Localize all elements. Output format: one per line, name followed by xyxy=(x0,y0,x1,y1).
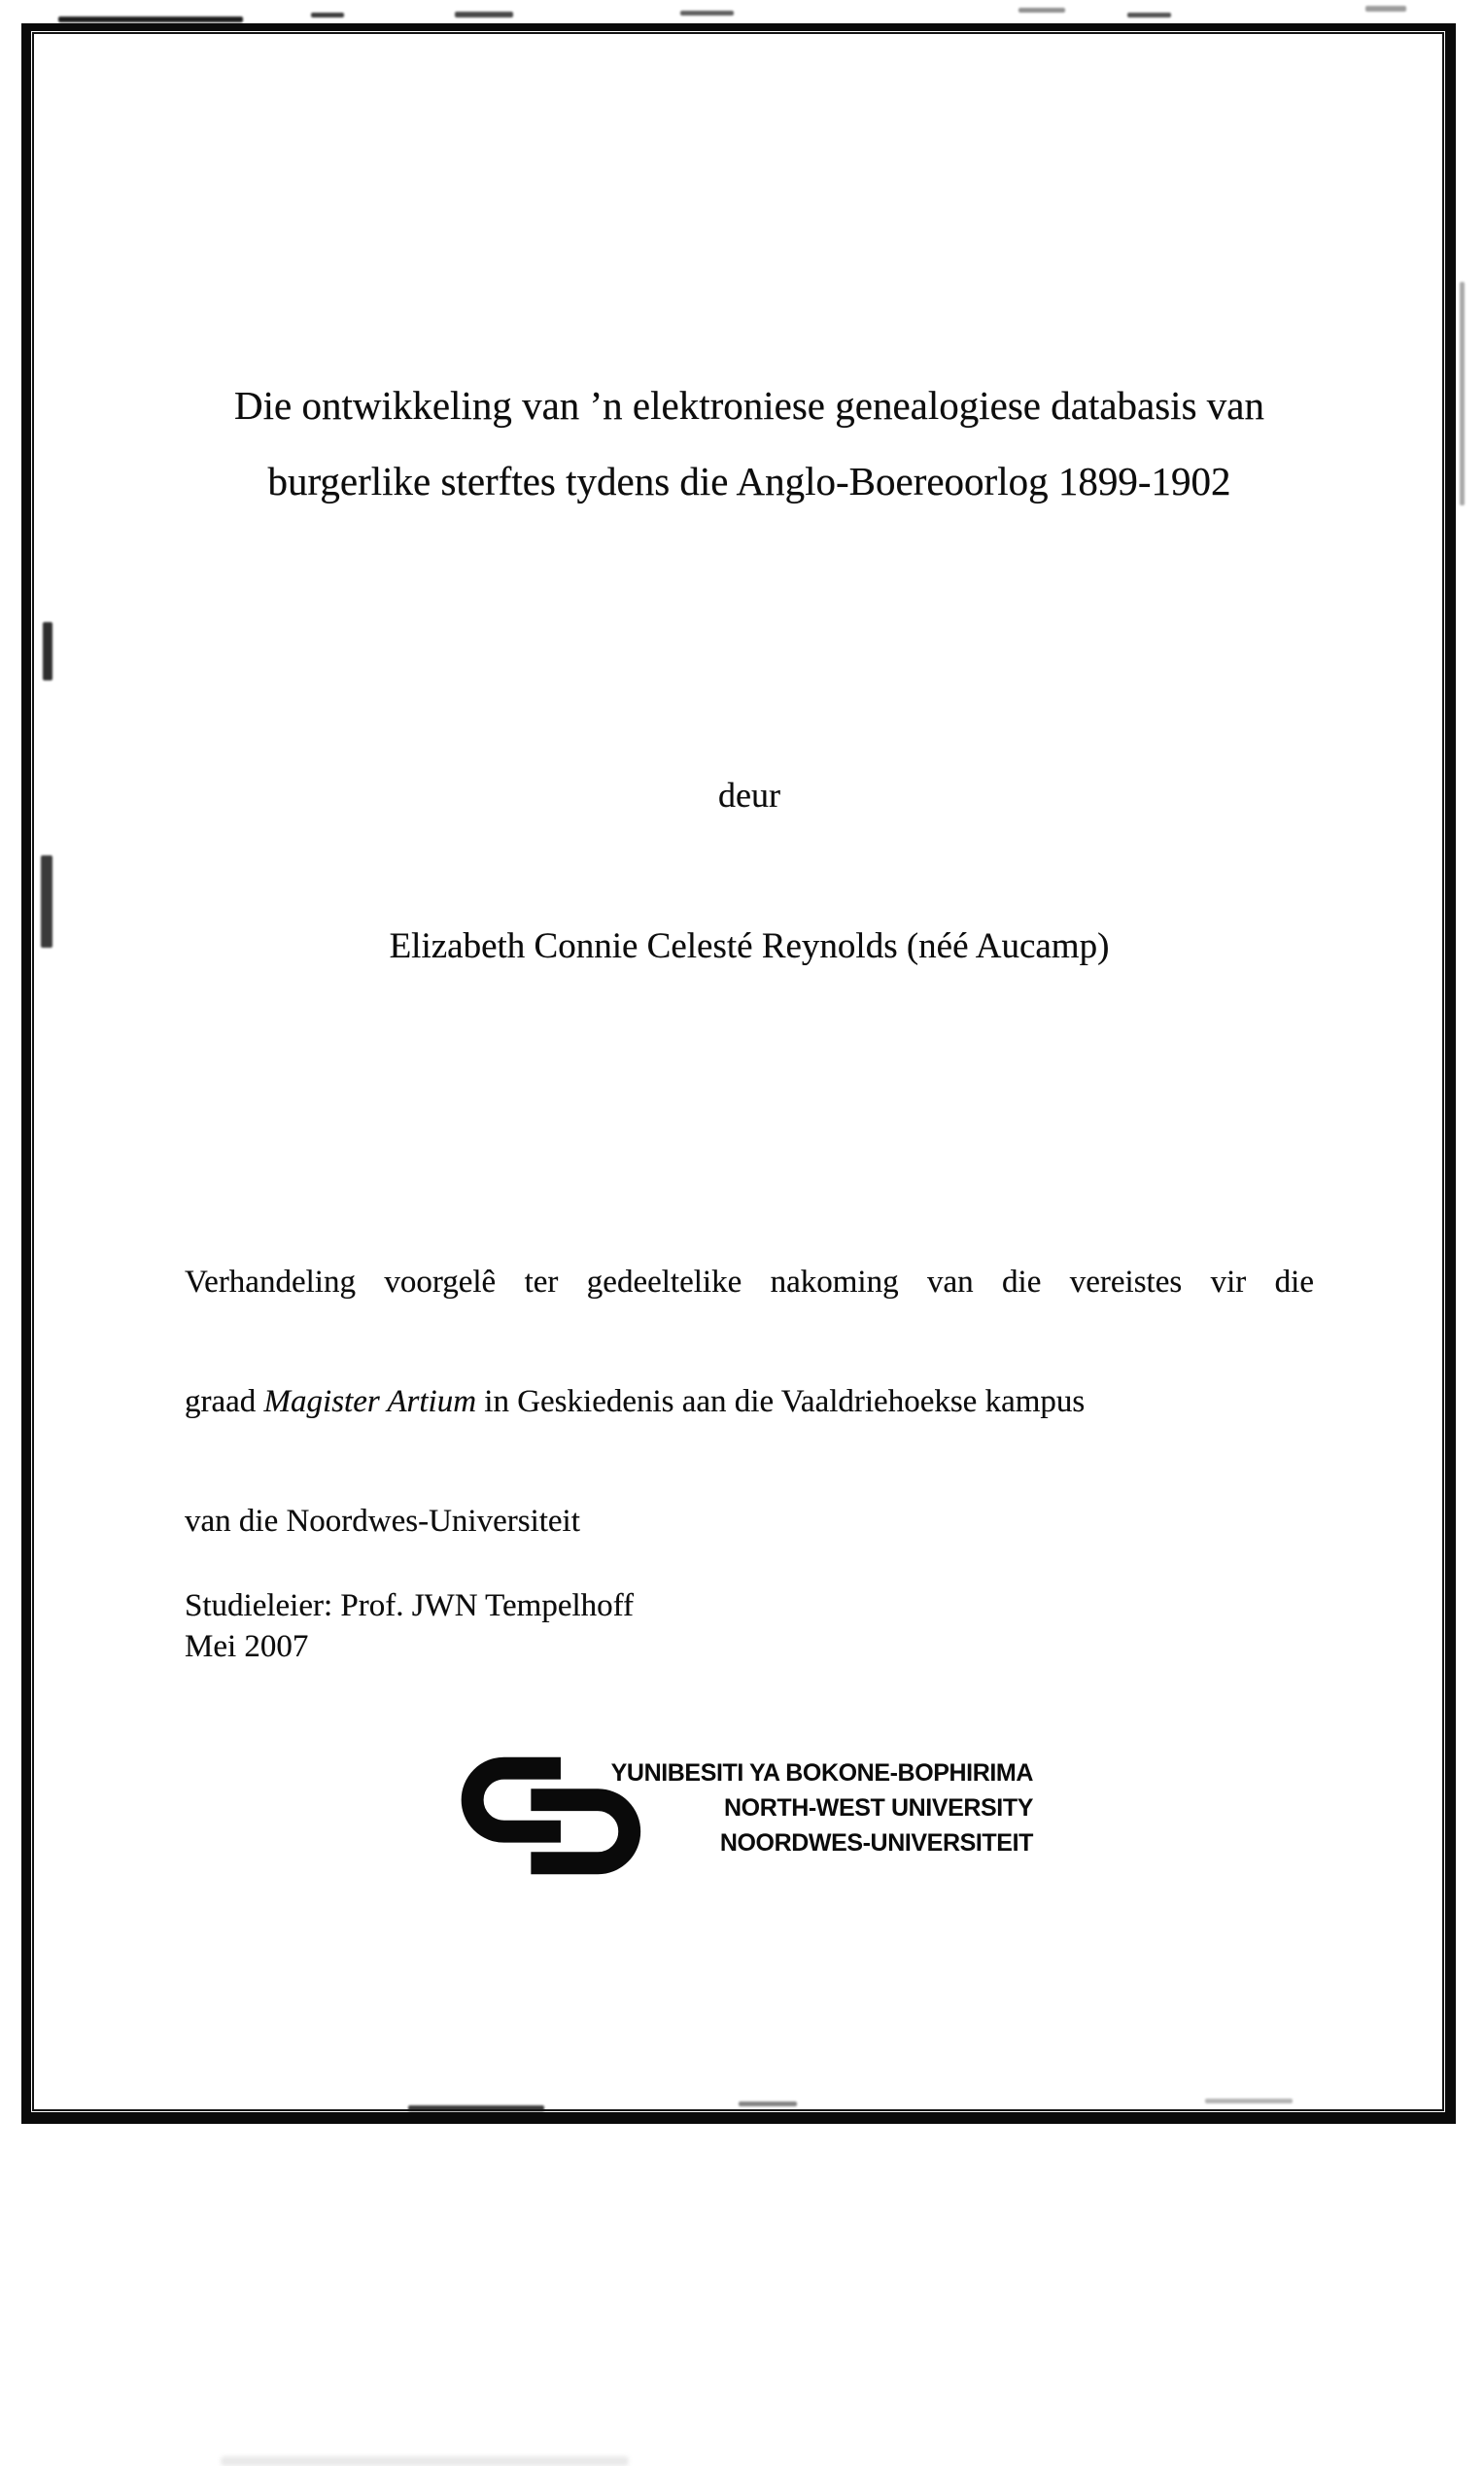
supervisor-line: Studieleier: Prof. JWN Tempelhoff xyxy=(185,1588,635,1623)
page-frame-inner-line xyxy=(32,32,1444,2111)
scan-artifact xyxy=(311,13,344,17)
thesis-title xyxy=(185,367,1314,519)
degree-statement-line2 xyxy=(185,1382,1314,1422)
university-logo xyxy=(454,1750,1154,1891)
degree-statement-line2-suffix: in Geskiedenis aan die Vaaldriehoekse kampus xyxy=(476,1384,1086,1419)
page-frame xyxy=(21,23,1456,2124)
scan-artifact xyxy=(58,17,243,22)
university-logo-line1: YUNIBESITI YA BOKONE-BOPHIRIMA xyxy=(610,1759,1033,1787)
degree-name: Magister Artium xyxy=(263,1384,477,1419)
degree-statement-line1: Verhandeling voorgelê ter gedeeltelike nakoming van die vereistes vir die xyxy=(185,1265,1314,1300)
scan-artifact xyxy=(455,12,513,17)
scan-artifact xyxy=(1127,13,1171,17)
page-content xyxy=(34,34,1442,2109)
university-logo-text xyxy=(547,1755,1033,1860)
supervisor-block xyxy=(185,1585,1314,1667)
scan-artifact xyxy=(1460,282,1465,505)
thesis-title-line1: Die ontwikkeling van ’n elektroniese genealogiese databasis van xyxy=(234,383,1264,428)
university-logo-line2: NORTH-WEST UNIVERSITY xyxy=(724,1794,1033,1822)
university-logo-line3: NOORDWES-UNIVERSITEIT xyxy=(719,1829,1033,1857)
thesis-title-line2: burgerlike sterftes tydens die Anglo-Boereoorlog 1899-1902 xyxy=(267,459,1231,504)
degree-statement-line3: van die Noordwes-Universiteit xyxy=(185,1504,580,1539)
date-line: Mei 2007 xyxy=(185,1629,309,1664)
scan-artifact xyxy=(680,11,734,16)
scan-artifact xyxy=(1365,6,1406,12)
scan-artifact xyxy=(221,2456,629,2466)
author-name: Elizabeth Connie Celesté Reynolds (néé Aucamp) xyxy=(389,926,1110,966)
byline: deur xyxy=(718,776,780,815)
degree-statement-line2-prefix: graad xyxy=(185,1384,264,1419)
scan-artifact xyxy=(1018,8,1065,13)
